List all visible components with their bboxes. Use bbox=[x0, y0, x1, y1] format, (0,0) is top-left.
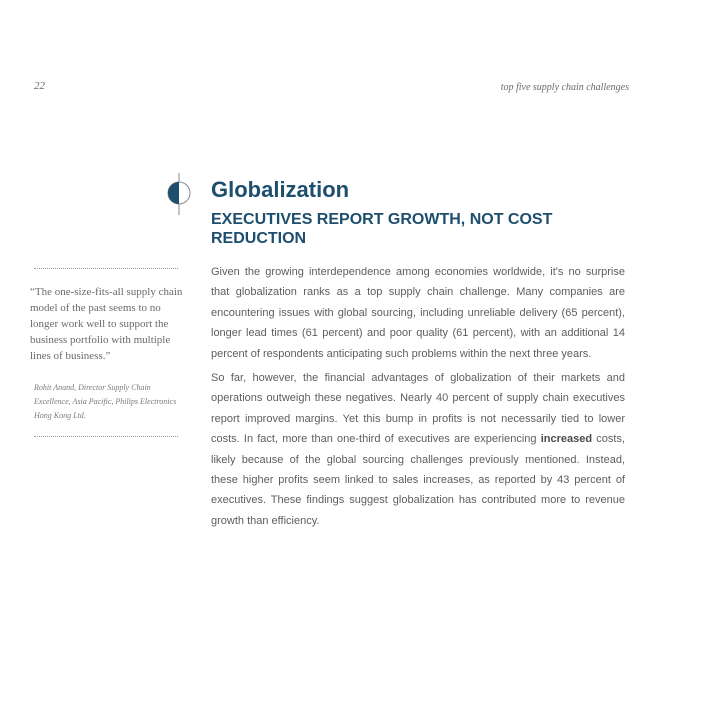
sidebar-rule-bottom bbox=[34, 436, 178, 437]
sidebar-rule-top bbox=[34, 268, 178, 269]
running-head: top five supply chain challenges bbox=[500, 82, 629, 93]
body-paragraph-2-text: So far, however, the financial advantages of globalization of their markets and operations outweigh these negatives. Nearly 40 percent of supply chain executives report improved margins. Yet this bump in profits is not necessarily tied to lower costs. In fact, more than one-third of executives are experiencing bbox=[211, 372, 625, 446]
body-paragraph-1: Given the growing interdependence among economies worldwide, it's no surprise that globalization ranks as a top supply chain challenge. Many companies are encountering issues with global sourcing, including unreliable delivery (65 percent), longer lead times (61 percent) and poor quality (61 percent), with an additional 14 percent of respondents anticipating such problems within the next three years. bbox=[211, 266, 625, 360]
half-circle-emblem-icon bbox=[165, 173, 193, 215]
pull-quote: “The one-size-fits-all supply chain model of the past seems to no longer work well to support the business portfolio with multiple lines of business.” bbox=[30, 286, 183, 362]
body-paragraph-2 bbox=[211, 368, 625, 531]
body-paragraph-2-text-end: costs, likely because of the global sourcing challenges previously mentioned. Instead, these higher profits seem linked to sales increases, as reported by 43 percent of executives. These findings suggest globalization has contributed more to revenue growth than efficiency. bbox=[211, 433, 625, 527]
section-subtitle: EXECUTIVES REPORT GROWTH, NOT COST REDUCTION bbox=[211, 211, 553, 247]
section-title: Globalization bbox=[211, 177, 350, 202]
emphasis-increased: increased bbox=[540, 433, 593, 446]
quote-attribution: Rohit Anand, Director Supply Chain Excellence, Asia Pacific, Philips Electronics Hong Kong Ltd. bbox=[34, 383, 177, 420]
page-number: 22 bbox=[34, 80, 45, 92]
